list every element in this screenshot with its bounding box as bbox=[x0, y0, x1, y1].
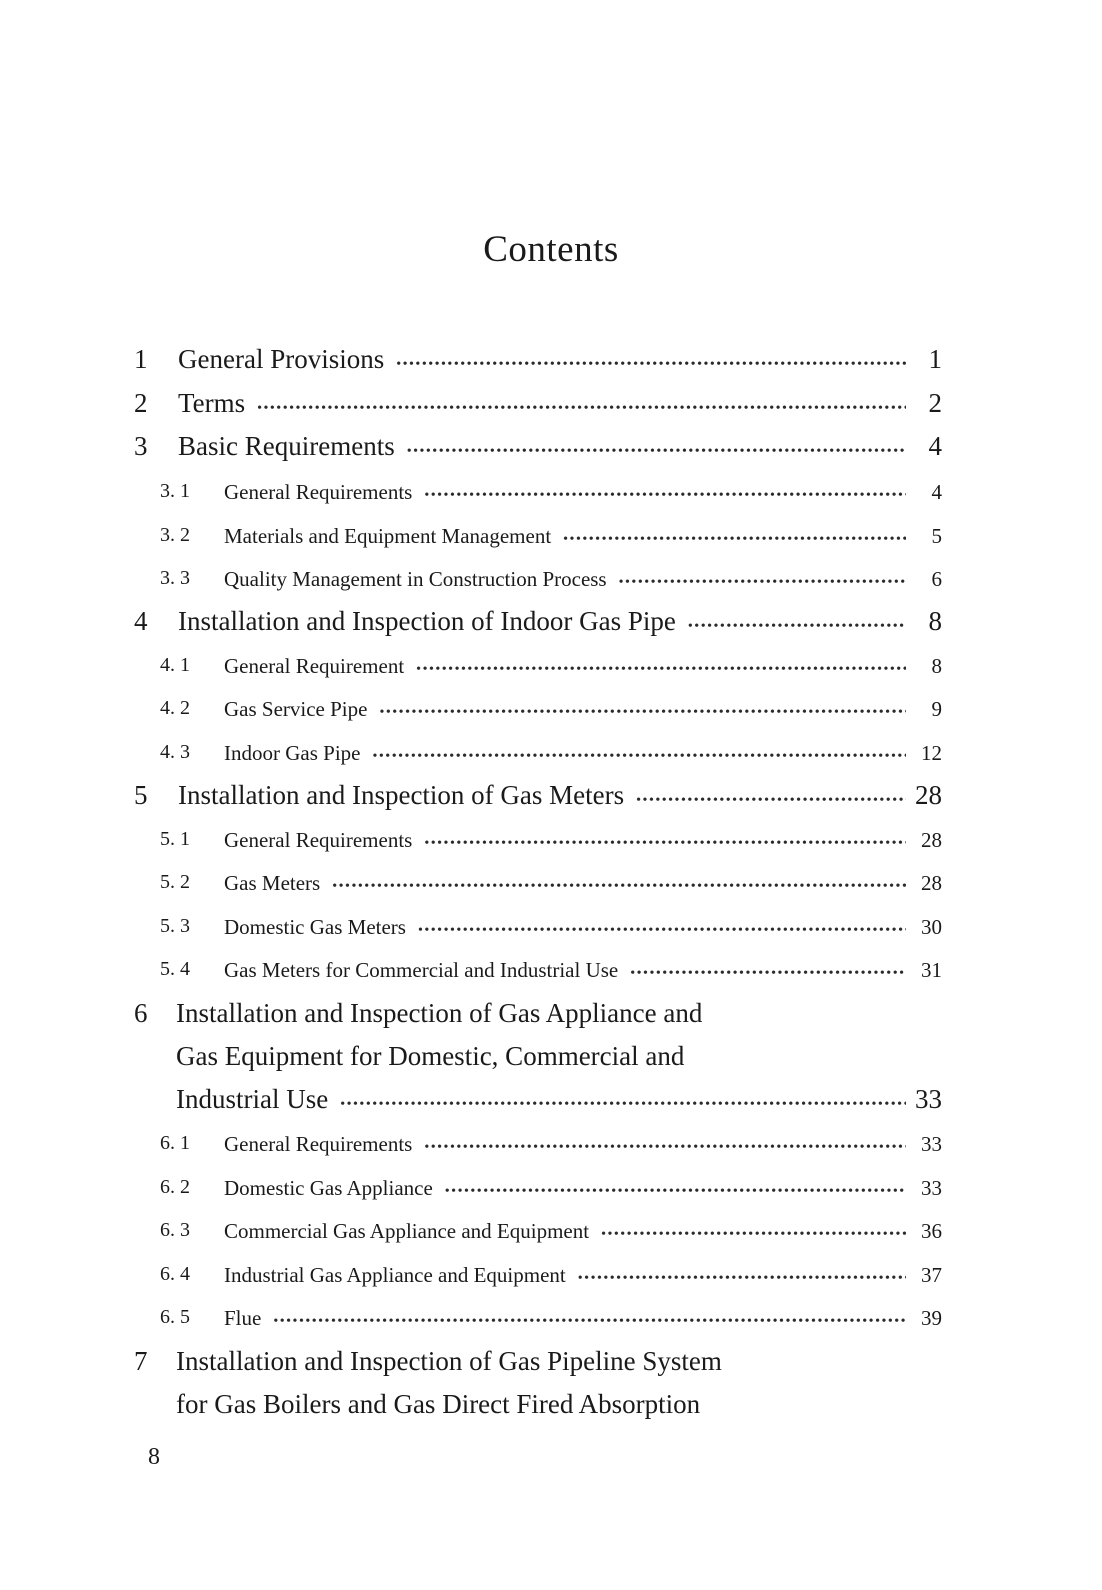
toc-entry-number: 3 bbox=[134, 431, 148, 461]
toc-entry-label: Domestic Gas Meters bbox=[224, 915, 406, 939]
toc-entry-page: 8 bbox=[928, 606, 942, 636]
toc-entry-label: General Requirement bbox=[224, 654, 405, 678]
toc-entry-number: 3. 3 bbox=[160, 567, 190, 589]
toc-entry-label: Industrial Gas Appliance and Equipment bbox=[224, 1263, 566, 1287]
toc-entry-number: 4 bbox=[134, 606, 148, 636]
toc-entry-number: 6. 3 bbox=[160, 1219, 190, 1241]
toc-entry-number: 4. 3 bbox=[160, 741, 190, 763]
dot-leader bbox=[636, 793, 906, 809]
toc-entry-page: 12 bbox=[921, 741, 942, 765]
toc-entry-label: Commercial Gas Appliance and Equipment bbox=[224, 1219, 590, 1243]
toc-entry-number: 5. 4 bbox=[160, 958, 190, 980]
toc-entry-number: 3. 1 bbox=[160, 480, 190, 502]
dot-leader bbox=[563, 532, 906, 548]
toc-entry-number: 6 bbox=[134, 998, 148, 1028]
page-title: Contents bbox=[483, 229, 619, 270]
toc-entry-number: 5. 2 bbox=[160, 871, 190, 893]
dot-leader bbox=[407, 444, 906, 460]
toc-entry-page: 5 bbox=[931, 524, 942, 548]
toc-entry-label: Flue bbox=[224, 1306, 262, 1330]
toc-entry-label: Indoor Gas Pipe bbox=[224, 741, 361, 765]
dot-leader bbox=[257, 401, 906, 417]
page-number: 8 bbox=[148, 1444, 160, 1470]
toc-entry-page: 4 bbox=[928, 431, 942, 461]
toc-entry-label: Installation and Inspection of Gas Meters bbox=[178, 780, 625, 810]
toc-entry-number: 6. 2 bbox=[160, 1176, 190, 1198]
toc-entry-label: General Requirements bbox=[224, 1132, 413, 1156]
toc-entry-label-line: Gas Equipment for Domestic, Commercial and bbox=[176, 1041, 685, 1071]
toc-entry-page: 4 bbox=[931, 480, 942, 504]
dot-leader bbox=[578, 1271, 906, 1287]
toc-entry-label: Domestic Gas Appliance bbox=[224, 1176, 433, 1200]
toc-entry-label: Quality Management in Construction Process bbox=[224, 567, 607, 591]
toc-entry-number: 6. 4 bbox=[160, 1263, 190, 1285]
dot-leader bbox=[372, 749, 906, 765]
toc-entry-label-line: Installation and Inspection of Gas Pipeline System bbox=[176, 1346, 722, 1376]
toc-entry-page: 2 bbox=[928, 388, 942, 418]
dot-leader bbox=[688, 619, 906, 635]
toc-entry-page: 33 bbox=[921, 1132, 942, 1156]
toc-entry-page: 36 bbox=[921, 1219, 942, 1243]
toc-entry-number: 3. 2 bbox=[160, 524, 190, 546]
toc-entry-label: Gas Meters bbox=[224, 871, 321, 895]
toc-entry-label: Installation and Inspection of Indoor Gas Pipe bbox=[178, 606, 676, 636]
toc-entry-label: Materials and Equipment Management bbox=[224, 524, 552, 548]
dot-leader bbox=[340, 1097, 906, 1113]
toc-entry-label-line: Installation and Inspection of Gas Appliance and bbox=[176, 998, 703, 1028]
toc-entry-label: General Requirements bbox=[224, 480, 413, 504]
toc-entry-number: 5. 1 bbox=[160, 828, 190, 850]
toc-entry-page: 33 bbox=[915, 1084, 942, 1114]
dot-leader bbox=[601, 1227, 906, 1243]
dot-leader bbox=[445, 1184, 906, 1200]
toc-entry-page: 31 bbox=[921, 958, 942, 982]
dot-leader bbox=[396, 357, 906, 373]
dot-leader bbox=[418, 923, 906, 939]
toc-entry-label-line: for Gas Boilers and Gas Direct Fired Absorption bbox=[176, 1389, 701, 1419]
dot-leader bbox=[379, 705, 906, 721]
toc-entry-number: 4. 2 bbox=[160, 697, 190, 719]
dot-leader bbox=[424, 1140, 906, 1156]
dot-leader bbox=[332, 879, 906, 895]
toc-entry-page: 33 bbox=[921, 1176, 942, 1200]
dot-leader bbox=[273, 1314, 906, 1330]
toc-entry-label: General Requirements bbox=[224, 828, 413, 852]
toc-entry-number: 5 bbox=[134, 780, 148, 810]
dot-leader bbox=[416, 662, 906, 678]
toc-entry-number: 6. 1 bbox=[160, 1132, 190, 1154]
toc-entry-number: 1 bbox=[134, 344, 148, 374]
dot-leader bbox=[630, 966, 906, 982]
toc-entry-number: 4. 1 bbox=[160, 654, 190, 676]
toc-entry-page: 30 bbox=[921, 915, 942, 939]
toc-entry-page: 37 bbox=[921, 1263, 942, 1287]
dot-leader bbox=[619, 575, 906, 591]
toc-entry-number: 6. 5 bbox=[160, 1306, 190, 1328]
toc-entry-page: 28 bbox=[915, 780, 942, 810]
toc-entry-page: 28 bbox=[921, 828, 942, 852]
toc-entry-label: Gas Meters for Commercial and Industrial Use bbox=[224, 958, 619, 982]
dot-leader bbox=[424, 836, 906, 852]
toc-entry-page: 1 bbox=[928, 344, 942, 374]
toc-entry-page: 28 bbox=[921, 871, 942, 895]
toc-entry-label: Basic Requirements bbox=[178, 431, 395, 461]
toc-entry-number: 7 bbox=[134, 1346, 148, 1376]
toc-entry-page: 6 bbox=[931, 567, 942, 591]
toc-entry-page: 39 bbox=[921, 1306, 942, 1330]
toc-entry-page: 9 bbox=[931, 697, 942, 721]
toc-entry-label: Terms bbox=[178, 388, 246, 418]
dot-leader bbox=[424, 488, 906, 504]
toc-entry-page: 8 bbox=[931, 654, 942, 678]
toc-entry-number: 2 bbox=[134, 388, 148, 418]
toc-entry-label: Industrial Use bbox=[176, 1084, 329, 1114]
toc-entry-label: General Provisions bbox=[178, 344, 385, 374]
toc-entry-number: 5. 3 bbox=[160, 915, 190, 937]
toc-entry-label: Gas Service Pipe bbox=[224, 697, 368, 721]
